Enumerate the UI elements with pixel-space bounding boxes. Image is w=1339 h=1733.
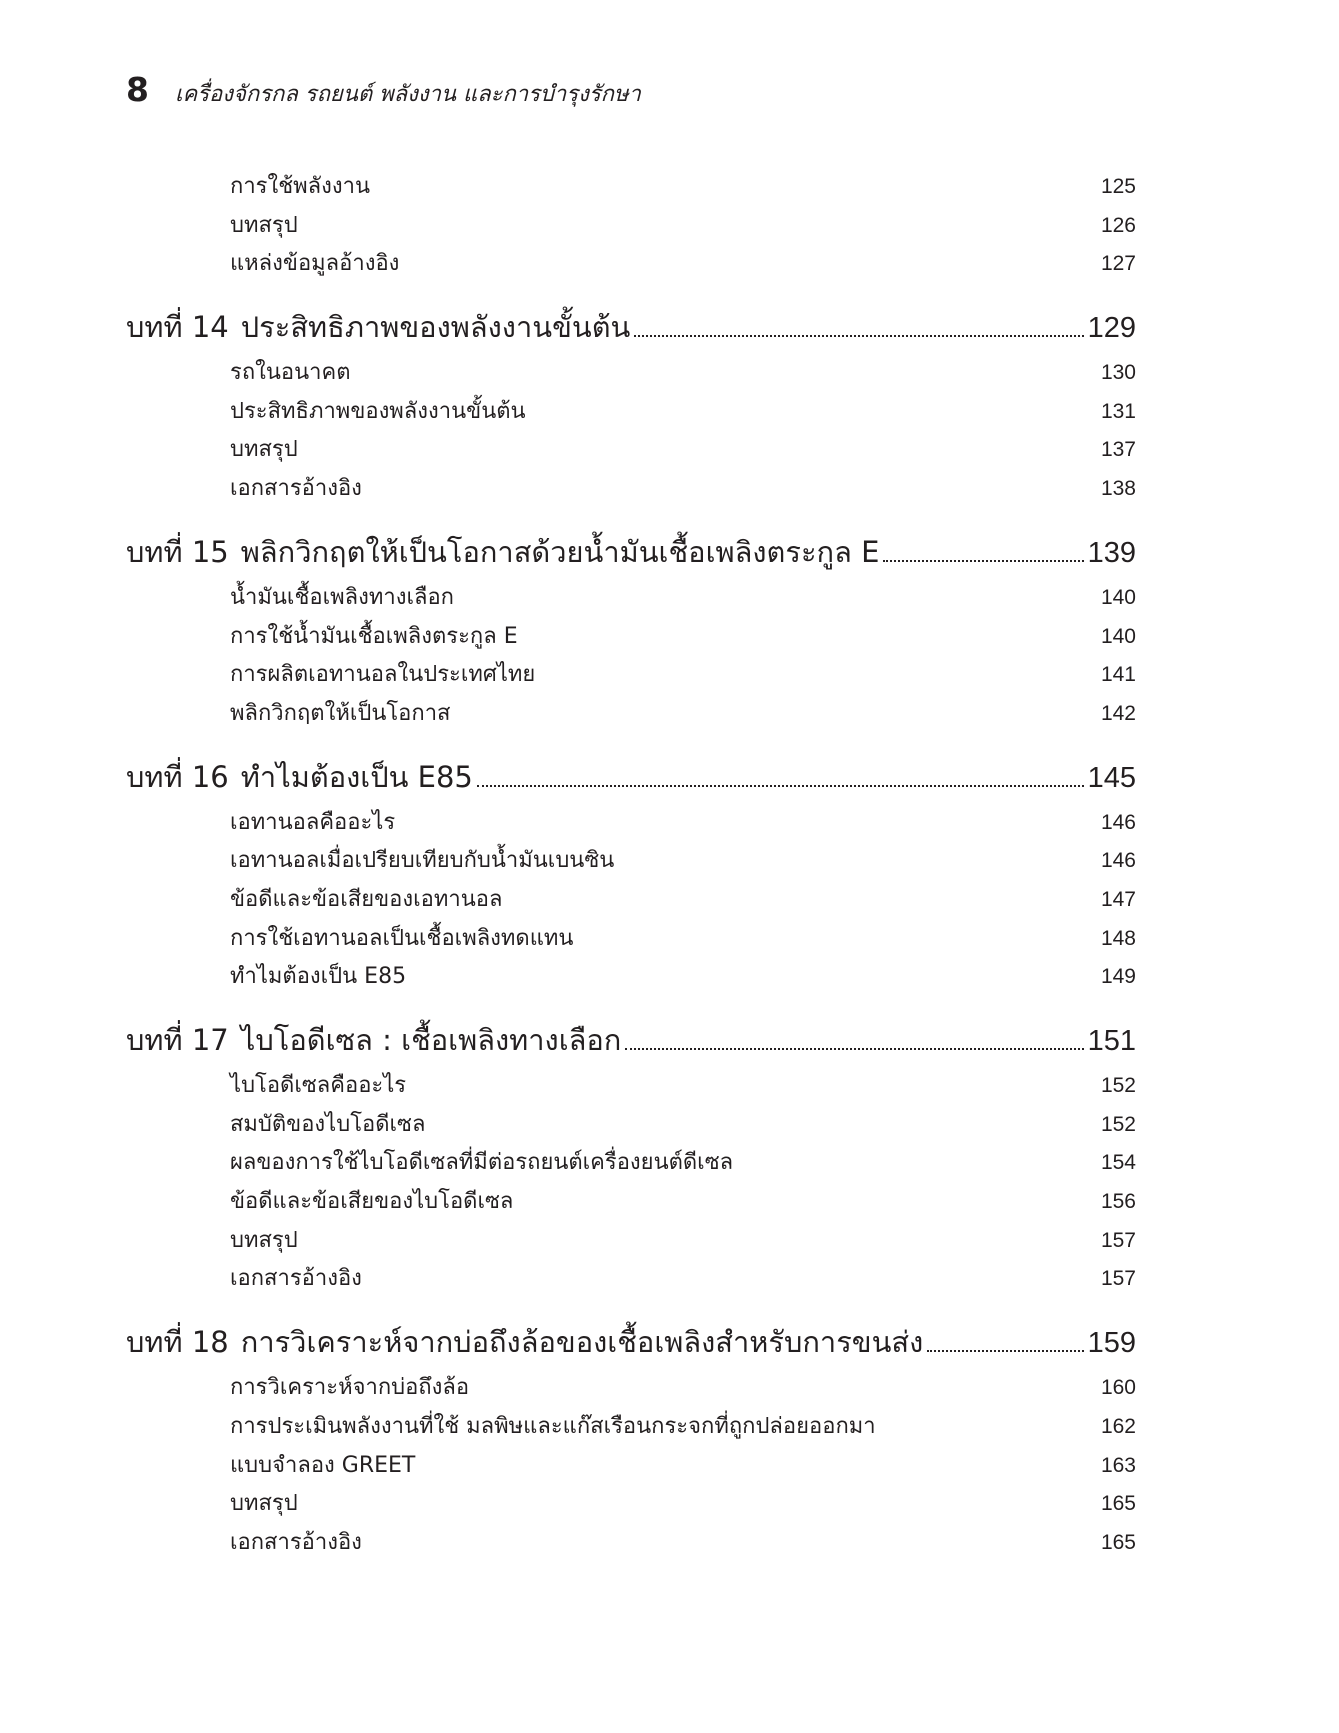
toc-entry[interactable]: [126, 695, 1136, 734]
toc-entry-title: ไบโอดีเซลคืออะไร: [230, 1073, 407, 1098]
toc-entry-title: น้ำมันเชื้อเพลิงทางเลือก: [230, 584, 454, 610]
toc-entry-page: 152: [1100, 1074, 1136, 1097]
toc-entry-title: ประสิทธิภาพของพลังงานขั้นต้น: [230, 398, 526, 424]
toc-entry-title: รถในอนาคต: [230, 360, 351, 386]
toc-entry[interactable]: [126, 168, 1136, 207]
toc-entry-title: การใช้พลังงาน: [230, 174, 371, 199]
toc-entry-page: 149: [1100, 965, 1136, 989]
toc-entry[interactable]: [126, 1144, 1136, 1183]
toc-entry-page: 142: [1100, 701, 1136, 725]
toc-entry-title: การผลิตเอทานอลในประเทศไทย: [230, 662, 536, 688]
toc-entry[interactable]: [126, 393, 1136, 432]
toc-entry-title: บทสรุป: [230, 212, 298, 238]
toc-entry-page: 154: [1100, 1151, 1136, 1175]
toc-entry[interactable]: [126, 1260, 1136, 1299]
toc-entry-page: 131: [1100, 399, 1136, 423]
chapter-page: 159: [1087, 1327, 1136, 1360]
toc-entry[interactable]: [126, 1369, 1136, 1408]
toc-entry-title: เอทานอลคืออะไร: [230, 809, 396, 835]
chapter-label: บทที่ 15: [126, 534, 229, 569]
chapter-title: ไบโอดีเซล : เชื้อเพลิงทางเลือก: [240, 1023, 622, 1057]
toc-entry[interactable]: [126, 579, 1136, 618]
toc-entry-title: เอกสารอ้างอิง: [230, 1529, 362, 1555]
chapter-heading[interactable]: [126, 754, 1136, 798]
toc-entry[interactable]: [126, 354, 1136, 393]
toc-entry[interactable]: [126, 1524, 1136, 1563]
toc-entry-title: สมบัติของไบโอดีเซล: [230, 1111, 426, 1137]
toc-entry-page: 140: [1100, 624, 1136, 648]
toc-entry-title: การใช้น้ำมันเชื้อเพลิงตระกูล E: [230, 623, 518, 649]
chapter-title: ทำไมต้องเป็น E85: [240, 759, 473, 794]
toc-entry[interactable]: [126, 920, 1136, 959]
chapter-title: ประสิทธิภาพของพลังงานขั้นต้น: [240, 310, 631, 345]
toc-entry-page: 140: [1100, 585, 1136, 609]
chapter-page: 151: [1087, 1025, 1136, 1057]
toc-entry[interactable]: [126, 431, 1136, 470]
chapter-heading[interactable]: [126, 304, 1136, 348]
chapter-page: 129: [1087, 312, 1136, 345]
dot-leader: [625, 1048, 1083, 1050]
toc-entry-page: 130: [1100, 361, 1136, 385]
chapter-section: [126, 1017, 1136, 1299]
toc-entry-title: บทสรุป: [230, 437, 298, 463]
chapter-page: 139: [1087, 536, 1136, 569]
toc-entry[interactable]: [126, 1485, 1136, 1524]
toc-entry-page: 157: [1100, 1267, 1136, 1291]
toc-entry-page: 125: [1100, 175, 1136, 198]
toc-entry-page: 157: [1100, 1228, 1136, 1252]
dot-leader: [883, 560, 1083, 562]
toc-entry[interactable]: [126, 804, 1136, 843]
toc-entry-page: 146: [1100, 810, 1136, 834]
toc-entry[interactable]: [126, 618, 1136, 657]
chapter-page: 145: [1087, 761, 1136, 794]
toc-entry-page: 146: [1100, 849, 1136, 873]
chapter-title: พลิกวิกฤตให้เป็นโอกาสด้วยน้ำมันเชื้อเพลิงตระกูล E: [240, 534, 880, 569]
toc-entry-page: 148: [1100, 926, 1136, 950]
leading-entries: [126, 168, 1136, 284]
toc-entry-page: 152: [1100, 1112, 1136, 1136]
toc-entry[interactable]: [126, 1447, 1136, 1486]
toc-entry[interactable]: [126, 1067, 1136, 1106]
toc-entry-title: พลิกวิกฤตให้เป็นโอกาส: [230, 700, 451, 726]
chapter-section: [126, 1319, 1136, 1562]
toc-entry-page: 127: [1100, 252, 1136, 276]
toc-entry-title: บทสรุป: [230, 1491, 298, 1517]
toc-entry-title: การประเมินพลังงานที่ใช้ มลพิษและแก๊สเรือนกระจกที่ถูกปล่อยออกมา: [230, 1413, 876, 1439]
toc-entry-title: เอทานอลเมื่อเปรียบเทียบกับน้ำมันเบนซิน: [230, 848, 615, 874]
chapter-section: [126, 754, 1136, 997]
toc-entry-title: ข้อดีและข้อเสียของเอทานอล: [230, 886, 503, 912]
toc-entry-page: 147: [1100, 887, 1136, 911]
toc-entry[interactable]: [126, 245, 1136, 284]
toc-entry-page: 156: [1100, 1190, 1136, 1214]
toc-entry-page: 165: [1100, 1492, 1136, 1516]
dot-leader: [634, 335, 1083, 337]
toc-entry[interactable]: [126, 1183, 1136, 1222]
toc-entry-title: แบบจำลอง GREET: [230, 1452, 416, 1478]
toc-entry-page: 165: [1100, 1530, 1136, 1554]
toc-entry[interactable]: [126, 1106, 1136, 1145]
chapter-label: บทที่ 18: [126, 1325, 229, 1360]
toc-entry[interactable]: [126, 470, 1136, 509]
toc-entry[interactable]: [126, 1408, 1136, 1447]
toc-entry-page: 162: [1100, 1414, 1136, 1438]
toc-entry[interactable]: [126, 881, 1136, 920]
toc-entry-title: ผลของการใช้ไบโอดีเซลที่มีต่อรถยนต์เครื่องยนต์ดีเซล: [230, 1150, 734, 1176]
chapter-heading[interactable]: [126, 529, 1136, 573]
toc-entry-page: 163: [1100, 1453, 1136, 1477]
chapter-label: บทที่ 17: [126, 1023, 229, 1057]
toc-entry-page: 138: [1100, 477, 1136, 501]
toc-entry-page: 126: [1100, 213, 1136, 237]
toc-entry-title: แหล่งข้อมูลอ้างอิง: [230, 251, 400, 277]
chapter-heading[interactable]: [126, 1017, 1136, 1061]
dot-leader: [927, 1350, 1083, 1352]
toc-entry-title: เอกสารอ้างอิง: [230, 476, 362, 502]
toc-entry-title: บทสรุป: [230, 1227, 298, 1253]
table-of-contents: [126, 168, 1136, 1563]
chapter-label: บทที่ 16: [126, 759, 229, 794]
toc-entry-page: 160: [1100, 1376, 1136, 1400]
toc-entry-page: 137: [1100, 438, 1136, 462]
toc-entry[interactable]: [126, 842, 1136, 881]
chapter-title: การวิเคราะห์จากบ่อถึงล้อของเชื้อเพลิงสำหรับการขนส่ง: [240, 1325, 924, 1360]
toc-entry-title: การใช้เอทานอลเป็นเชื้อเพลิงทดแทน: [230, 925, 574, 951]
toc-entry-title: ทำไมต้องเป็น E85: [230, 964, 407, 990]
toc-entry-title: การวิเคราะห์จากบ่อถึงล้อ: [230, 1375, 470, 1401]
page-number: 8: [126, 70, 149, 109]
page-header: [126, 70, 641, 111]
toc-entry-page: 141: [1100, 663, 1136, 687]
chapter-section: [126, 304, 1136, 509]
chapter-heading[interactable]: [126, 1319, 1136, 1363]
toc-entry-title: เอกสารอ้างอิง: [230, 1266, 362, 1292]
toc-entry[interactable]: [126, 958, 1136, 997]
toc-entry-title: ข้อดีและข้อเสียของไบโอดีเซล: [230, 1189, 514, 1215]
dot-leader: [477, 785, 1084, 787]
chapter-label: บทที่ 14: [126, 310, 229, 345]
toc-entry[interactable]: [126, 656, 1136, 695]
running-title: เครื่องจักรกล รถยนต์ พลังงาน และการบำรุงรักษา: [174, 82, 641, 107]
toc-entry[interactable]: [126, 207, 1136, 246]
chapter-section: [126, 529, 1136, 734]
toc-entry[interactable]: [126, 1222, 1136, 1261]
